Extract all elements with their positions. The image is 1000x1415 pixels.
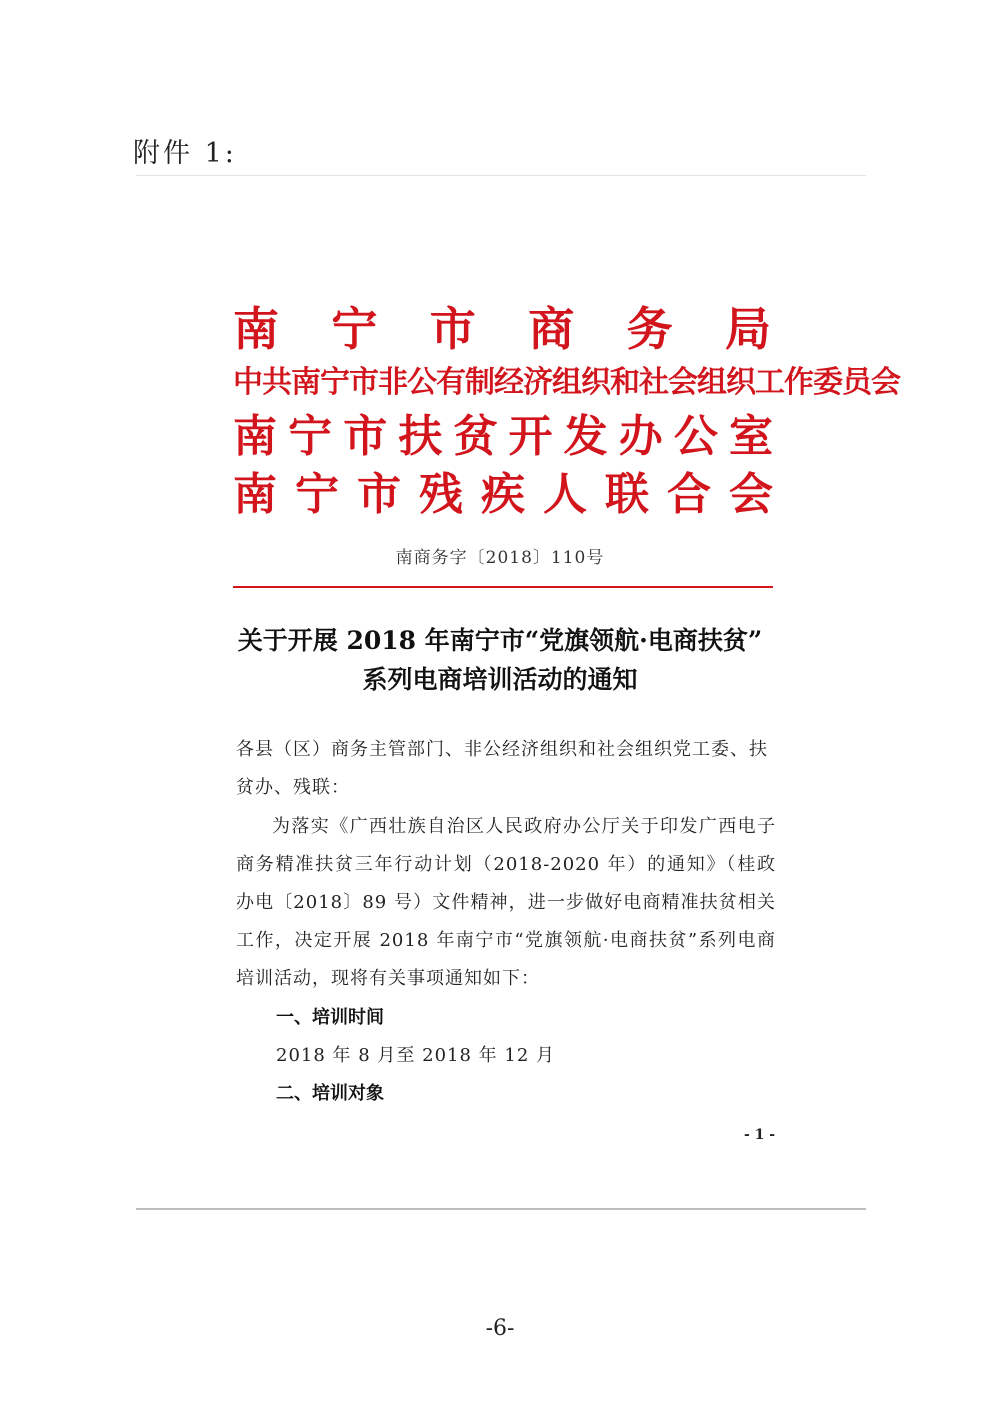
- org-party-work-committee: 中共南宁市非公有制经济组织和社会组织工作委员会: [233, 365, 900, 400]
- training-time-value: 2018 年 8 月至 2018 年 12 月: [276, 1045, 556, 1066]
- red-divider-line: [233, 586, 773, 588]
- attachment-label: 附件 1:: [133, 138, 237, 169]
- title-line-2: 系列电商培训活动的通知: [362, 665, 638, 694]
- title-line-1: 关于开展 2018 年南宁市“党旗领航·电商扶贫”: [237, 626, 763, 655]
- org-disabled-persons-federation: 南 宁 市 残 疾 人 联 合 会: [233, 469, 773, 520]
- recipients: 各县（区）商务主管部门、非公经济组织和社会组织党工委、扶贫办、残联：: [236, 739, 768, 798]
- inner-page-number: - 1 -: [744, 1127, 776, 1143]
- page-number: -6-: [485, 1316, 515, 1341]
- section-heading-training-time: 一、培训时间: [276, 1007, 384, 1028]
- document-title: [180, 621, 820, 699]
- document-number: 南商务字〔2018〕110号: [395, 548, 605, 568]
- issuing-organizations: [233, 300, 900, 524]
- org-commerce-bureau: 南 宁 市 商 务 局: [233, 302, 773, 356]
- section-heading-training-target: 二、培训对象: [276, 1083, 384, 1104]
- org-poverty-alleviation-office: 南宁市扶贫开发办公室: [233, 411, 773, 462]
- intro-paragraph: 为落实《广西壮族自治区人民政府办公厅关于印发广西电子商务精准扶贫三年行动计划（2018-2020 年）的通知》（桂政办电〔2018〕89 号）文件精神，进一步做好电商精准扶贫相关工作，决定开展 2018 年南宁市“党旗领航·电商扶贫”系列电商培训活动，现将有关事项通知如下：: [236, 816, 776, 989]
